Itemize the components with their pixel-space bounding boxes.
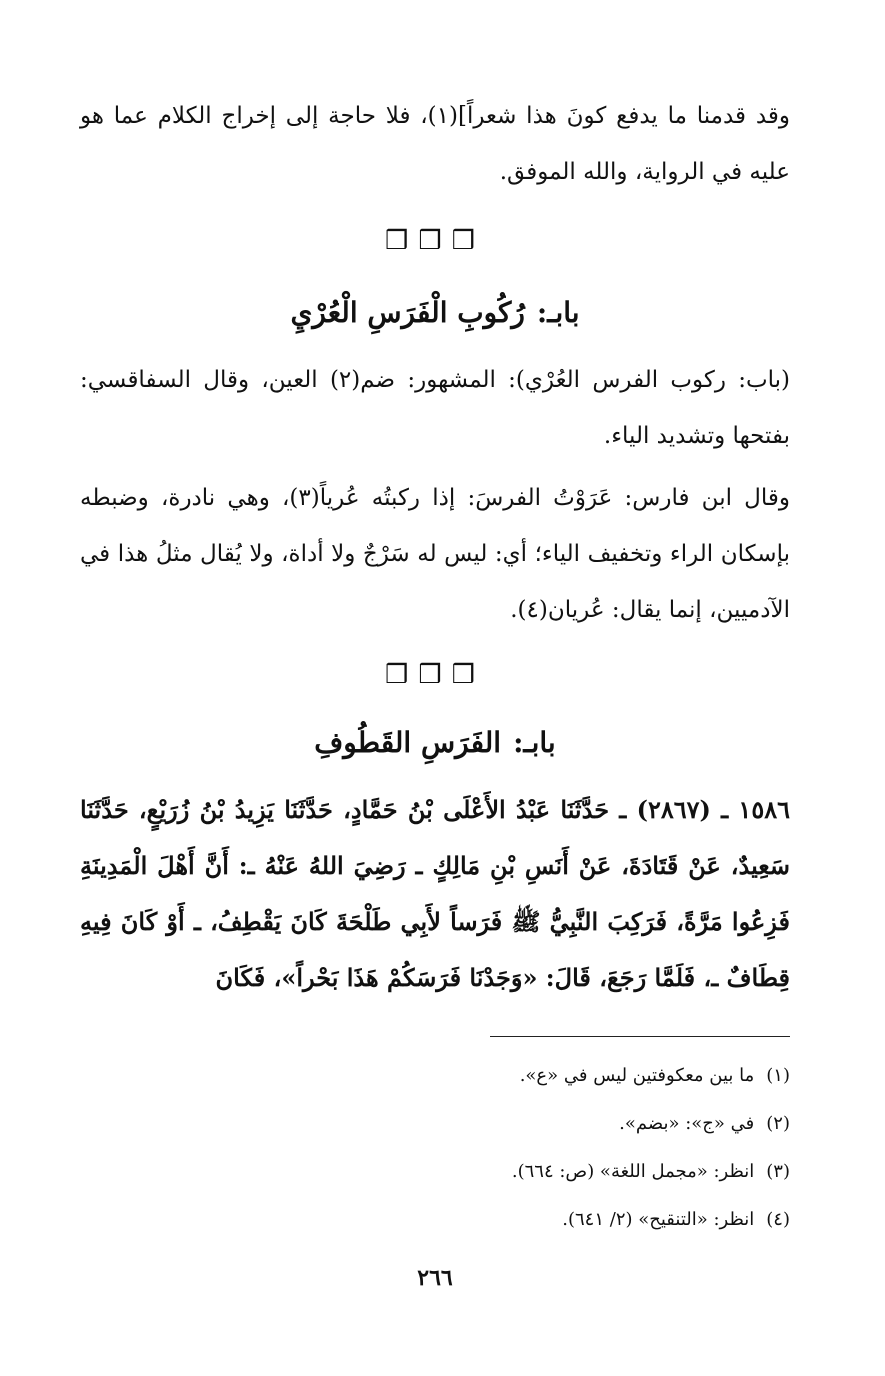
footnote-3 [512, 1158, 790, 1186]
footnote-1 [520, 1062, 790, 1090]
footnote-text: في «ج»: «بضم». [619, 1113, 755, 1134]
chapter-heading-label: بابـ: [513, 726, 556, 759]
footnote-number: (٣) [766, 1161, 790, 1182]
footnote-2 [619, 1110, 790, 1138]
footnote-text: انظر: «مجمل اللغة» (ص: ٦٦٤). [511, 1161, 755, 1182]
paragraph-commentary-2: وقال ابن فارس: عَرَوْتُ الفرسَ: إذا ركبتُه عُرياً(٣)، وهي نادرة، وضبطه بإسكان الراء وتخفيف الياء؛ أي: ليس له سَرْجٌ ولا أداة، ولا يُقال مثلُ هذا في الآدميين، إنما يقال: عُريان(٤). [80, 485, 790, 623]
chapter-heading-label: بابـ: [536, 296, 580, 329]
paragraph-commentary-1: (باب: ركوب الفرس العُرْي): المشهور: ضم(٢) العين، وقال السفاقسي: بفتحها وتشديد الياء. [80, 367, 790, 449]
chapter-heading-title: الفَرَسِ القَطُوفِ [314, 726, 502, 759]
footnote-divider [490, 1036, 790, 1037]
footnote-number: (٤) [766, 1209, 790, 1230]
footnote-number: (١) [766, 1065, 790, 1086]
footnote-text: انظر: «التنقيح» (٢/ ٦٤١). [562, 1209, 755, 1230]
footnote-text: ما بين معكوفتين ليس في «ع». [519, 1065, 755, 1086]
chapter-heading-slow-horse [80, 726, 790, 759]
hadith-text: ١٥٨٦ ـ (٢٨٦٧) ـ حَدَّثَنَا عَبْدُ الأَعْلَى بْنُ حَمَّادٍ، حَدَّثَنَا يَزِيدُ بْنُ زُرَيْعٍ، حَدَّثَنَا سَعِيدٌ، عَنْ قَتَادَةَ، عَنْ أَنَسِ بْنِ مَالِكٍ ـ رَضِيَ اللهُ عَنْهُ ـ: أَنَّ أَهْلَ الْمَدِينَةِ فَزِعُوا مَرَّةً، فَرَكِبَ النَّبِيُّ ﷺ فَرَساً لأَبِي طَلْحَةَ كَانَ يَقْطِفُ، ـ أَوْ كَانَ فِيهِ قِطَافٌ ـ، فَلَمَّا رَجَعَ، قَالَ: «وَجَدْنَا فَرَسَكُمْ هَذَا بَحْراً»، فَكَانَ [80, 795, 790, 992]
chapter-heading-title: رُكُوبِ الْفَرَسِ الْعُرْيِ [290, 296, 525, 329]
footnote-4 [562, 1206, 790, 1234]
footnote-number: (٢) [766, 1113, 790, 1134]
paragraph-intro: وقد قدمنا ما يدفع كونَ هذا شعراً](١)، فلا حاجة إلى إخراج الكلام عما هو عليه في الرواية، والله الموفق. [80, 103, 790, 185]
chapter-heading-bareback [80, 296, 790, 329]
section-separator: ❒❒❒ [385, 660, 485, 690]
section-separator: ❒❒❒ [385, 226, 485, 256]
book-page [80, 0, 790, 1376]
page-number: ٢٦٦ [417, 1265, 453, 1291]
